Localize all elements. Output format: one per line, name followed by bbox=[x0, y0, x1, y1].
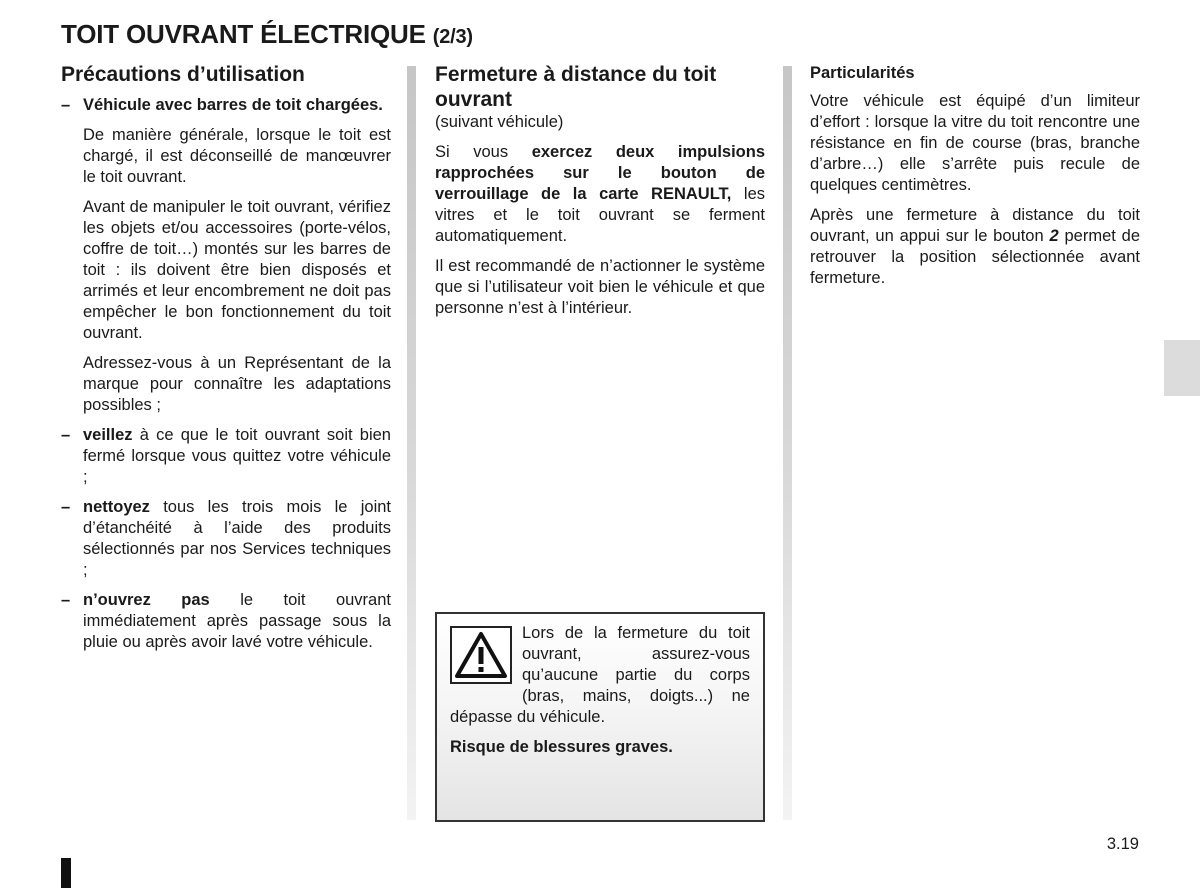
list-item-title: Véhicule avec barres de toit chargées. bbox=[83, 96, 383, 114]
paragraph: Votre véhicule est équipé d’un limiteur d’effort : lorsque la vitre du toit rencontre une résistance en fin de course (bras, branche d’arbre…) elle s’arrête puis recule de quelques centimètres. bbox=[810, 92, 1140, 194]
list-item-keyword: veillez bbox=[83, 426, 133, 444]
page-number: 3.19 bbox=[1106, 835, 1139, 853]
warning-emphasis: Risque de blessures graves. bbox=[450, 738, 673, 756]
list-item bbox=[61, 590, 391, 653]
paragraph-emphasis: exercez deux impulsions rapprochées sur le bouton de verrouillage de la carte RENAULT, bbox=[435, 143, 765, 203]
section-title: Précautions d’utilisation bbox=[61, 63, 305, 86]
list-item-text: à ce que le toit ouvrant soit bien fermé lorsque vous quittez votre véhicule ; bbox=[83, 426, 391, 486]
list-item-keyword: nettoyez bbox=[83, 498, 150, 516]
particularities-column bbox=[810, 62, 1140, 298]
chapter-tab bbox=[1164, 340, 1200, 396]
paragraph: Il est recommandé de n’actionner le système que si l’utilisateur voit bien le véhicule et que personne n’est à l’intérieur. bbox=[435, 257, 765, 317]
list-item-text: tous les trois mois le joint d’étanchéité à l’aide des produits sélectionnés par nos Services techniques ; bbox=[83, 498, 391, 579]
paragraph-text: Si vous bbox=[435, 143, 532, 161]
list-item-keyword: n’ouvrez pas bbox=[83, 591, 210, 609]
corner-mark bbox=[61, 858, 71, 888]
precautions-column bbox=[61, 62, 391, 662]
section-title: Particularités bbox=[810, 64, 915, 82]
paragraph-text: permet de retrouver la position sélectionnée avant fermeture. bbox=[810, 227, 1140, 287]
paragraph-text: Après une fermeture à distance du toit ouvrant, un appui sur le bouton bbox=[810, 206, 1140, 245]
remote-closing-column bbox=[435, 62, 765, 328]
column-divider bbox=[407, 66, 416, 820]
warning-text: Lors de la fermeture du toit ouvrant, assurez-vous qu’aucune partie du corps (bras, mains, doigts...) ne dépasse du véhicule. bbox=[450, 624, 750, 726]
column-divider bbox=[783, 66, 792, 820]
paragraph: Avant de manipuler le toit ouvrant, vérifiez les objets et/ou accessoires (porte-vélos, coffre de toit…) montés sur les barres de toit : ils doivent être bien disposés et arrimés et leur encombrement ne doit pas empêcher le bon fonctionnement du toit ouvrant. bbox=[83, 198, 391, 342]
paragraph bbox=[435, 142, 765, 247]
section-title: Fermeture à distance du toit ouvrant bbox=[435, 63, 717, 111]
list-dash: – bbox=[61, 426, 71, 444]
page-title bbox=[61, 19, 473, 50]
page-title-part: (2/3) bbox=[432, 26, 473, 48]
list-dash: – bbox=[61, 96, 71, 114]
section-note: (suivant véhicule) bbox=[435, 113, 564, 131]
paragraph-text: les vitres et le toit ouvrant se ferment automatiquement. bbox=[435, 185, 765, 245]
list-item bbox=[61, 425, 391, 488]
list-item bbox=[61, 497, 391, 581]
list-dash: – bbox=[61, 498, 71, 516]
warning-box bbox=[435, 612, 765, 822]
paragraph bbox=[810, 205, 1140, 289]
paragraph: Adressez-vous à un Représentant de la marque pour connaître les adaptations possibles ; bbox=[83, 354, 391, 414]
page-title-text: TOIT OUVRANT ÉLECTRIQUE bbox=[61, 19, 426, 49]
list-item bbox=[61, 95, 391, 116]
list-dash: – bbox=[61, 591, 71, 609]
list-item-text: le toit ouvrant immédiatement après passage sous la pluie ou après avoir lavé votre véhicule. bbox=[83, 591, 391, 651]
button-reference: 2 bbox=[1049, 227, 1059, 245]
paragraph: De manière générale, lorsque le toit est chargé, il est déconseillé de manœuvrer le toit ouvrant. bbox=[83, 126, 391, 186]
warning-triangle-icon bbox=[450, 626, 512, 684]
